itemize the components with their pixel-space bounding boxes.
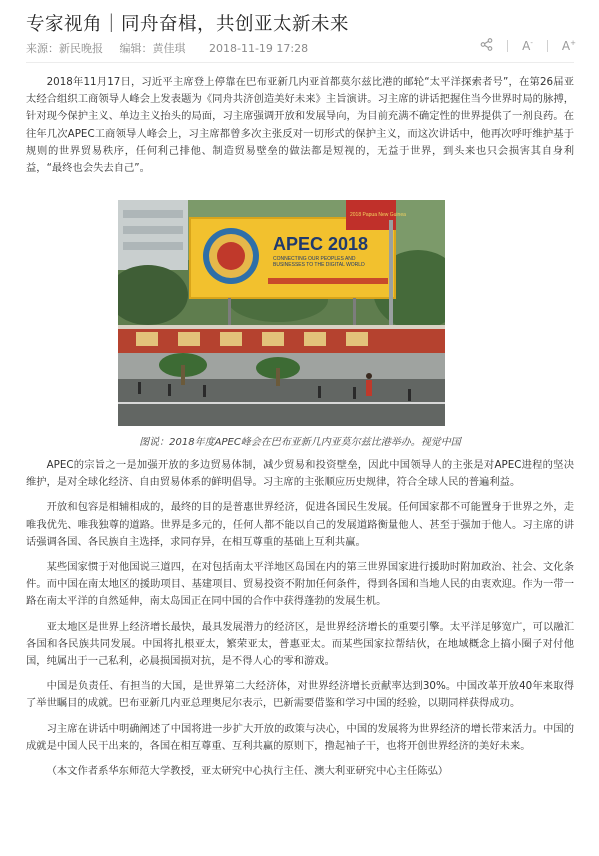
article-body-top — [26, 74, 574, 177]
paragraph: APEC的宗旨之一是加强开放的多边贸易体制，减少贸易和投资壁垒，因此中国领导人的主张是对APEC进程的坚决维护，是对全球化经济、自由贸易体系的鲜明倡导。习主席的主张顺应历史规律，符合全球人民的普遍利益。 — [26, 459, 574, 489]
tool-divider — [507, 40, 508, 52]
banner-text: 2018 Papua New Guinea — [350, 212, 406, 218]
font-increase-label: A — [561, 39, 571, 53]
billboard-subtitle-1: CONNECTING OUR PEOPLES AND — [273, 256, 356, 262]
photo-caption: 图说：2018年度APEC峰会在巴布亚新几内亚莫尔兹比港举办。视觉中国 — [139, 437, 461, 448]
font-decrease-button[interactable]: A- — [522, 39, 533, 53]
author-note: （本文作者系华东师范大学教授，亚太研究中心执行主任、澳大利亚研究中心主任陈弘） — [46, 765, 449, 778]
paragraph: 开放和包容是相辅相成的，最终的目的是普惠世界经济，促进各国民生发展。任何国家都不可能置身于世界之外，走唯我优先、唯我独尊的道路。世界是多元的，任何人都不能以自己的发展道路衡量他人、甚至于强加于他人。习主席的讲话强调各国、各民族自主选择，求同存异，在相互尊重的基础上互利共赢。 — [26, 501, 574, 548]
paragraph: 习主席在讲话中明确阐述了中国将进一步扩大开放的政策与决心，中国的发展将为世界经济的增长带来活力。中国的成就是中国人民干出来的，各国在相互尊重、互利共赢的原则下，撸起袖子干，也将开创世界经济的美好未来。 — [26, 722, 574, 752]
font-decrease-label: A — [522, 39, 531, 53]
share-icon[interactable] — [480, 38, 493, 54]
article-meta — [26, 40, 576, 56]
billboard-title: APEC 2018 — [273, 234, 369, 254]
tool-divider — [547, 40, 548, 52]
article-title: 专家视角｜同舟奋楫，共创亚太新未来 — [26, 14, 350, 35]
article-editor: 编辑：黄佳琪 — [119, 42, 186, 55]
paragraph: 亚太地区是世界上经济增长最快，最具发展潜力的经济区，是世界经济增长的重要引擎。太平洋足够宽广，可以融汇各国和各民族共同发展。中国将扎根亚太，繁荣亚太，普惠亚太。而某些国家拉帮结伙，在地域概念上搞小圈子对付他国，纯属出于一己私利，必晨损国损对抗，是不得人心的零和游戏。 — [26, 620, 574, 668]
billboard-subtitle-2: BUSINESSES TO THE DIGITAL WORLD — [273, 262, 365, 268]
paragraph: 中国是负责任、有担当的大国，是世界第二大经济体，对世界经济增长贡献率达到30%。中国改革开放40年来取得了举世瞩目的成就。巴布亚新几内亚总理奥尼尔表示，巴新需要借鉴和学习中国的经验，以期同样获得成功。 — [26, 680, 574, 710]
article-datetime: 2018-11-19 17:28 — [209, 42, 309, 55]
paragraph: 2018年11月17日，习近平主席登上停靠在巴布亚新几内亚首都莫尔兹比港的邮轮“太平洋探索者号”，在第26届亚太经合组织工商领导人峰会上发表题为《同舟共济创造美好未来》主旨演讲。习主席的讲话把握住当今世界时局的脉搏，针对现今保护主义、单边主义抬头的局面，习主席强调开放和发展导向，为目前充满不确定性的世界提供了一剂良药。在往年几次APEC工商领导人峰会上，习主席都曾多次主张反对一切形式的保护主义，而这次讲话中，他再次呼吁维护基于规则的世界贸易秩序，任何利己排他、制造贸易壁垒的做法都是短视的，无益于世界，到头来也只会损害其自身利益，“最终也会失去自己”。 — [26, 76, 574, 175]
article-photo — [118, 200, 445, 426]
paragraph: 某些国家惯于对他国说三道四，在对包括南太平洋地区岛国在内的第三世界国家进行援助时附加政治、社会、文化条件。而中国在南太地区的援助项目、基建项目、贸易投资不附加任何条件，得到各国和当地人民的由衷欢迎。作为一带一路在南太平洋的自然延伸，南太岛国正在同中国的合作中获得蓬勃的发展生机。 — [26, 561, 574, 608]
article-source: 来源：新民晚报 — [26, 42, 103, 55]
article-body-bottom — [26, 457, 574, 780]
font-increase-button[interactable]: A+ — [561, 39, 576, 53]
meta-divider — [26, 62, 574, 63]
article-tools — [480, 38, 576, 54]
